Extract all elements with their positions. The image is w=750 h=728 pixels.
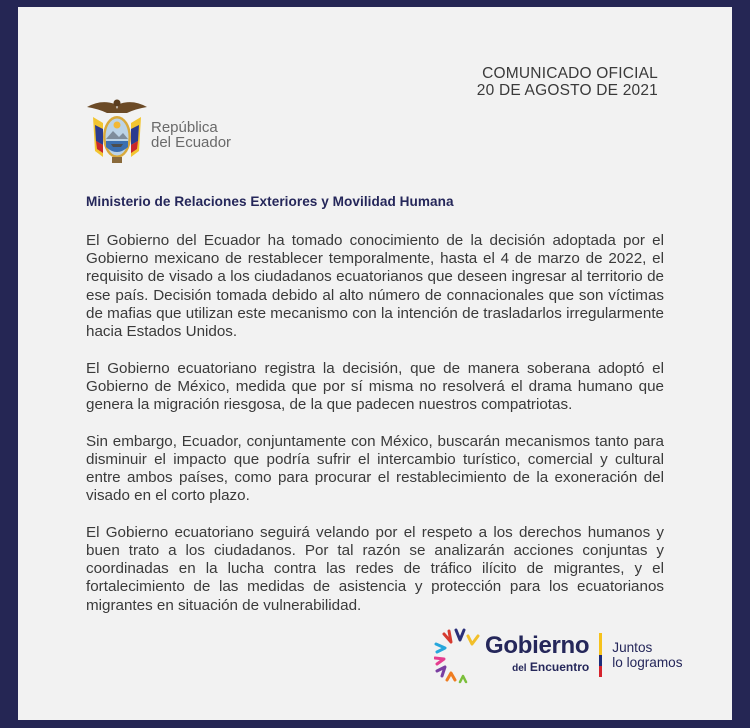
slogan-line2: lo logramos (612, 655, 683, 670)
slogan-line1: Juntos (612, 640, 653, 655)
paragraph-1: El Gobierno del Ecuador ha tomado conocimiento de la decisión adoptada por el Gobierno mexicano de restablecer temporalmente, hasta el 4 de marzo de 2022, el requisito de visado a los ciudadanos ecuatorianos que deseen ingresar al territorio de ese país. Decisión tomada debido al alto número de connacionales que son víctimas de mafias que utilizan este mecanismo con la intención de trasladarlos irregularmente hacia Estados Unidos. (86, 232, 664, 341)
paragraph-3: Sin embargo, Ecuador, conjuntamente con México, buscarán mecanismos tanto para disminuir el impacto que podría sufrir el intercambio turístico, comercial y cultural entre ambos países, como para procurar el restablecimiento de la exoneración del visado en el corto plazo. (86, 432, 664, 505)
gobierno-word: Gobierno (485, 632, 590, 659)
statement-date: 20 DE AGOSTO DE 2021 (476, 82, 658, 99)
encuentro-word: Encuentro (529, 660, 590, 674)
gobierno-del-encuentro-logo (434, 623, 683, 687)
paragraph-2: El Gobierno ecuatoriano registra la decisión, que de manera soberana adoptó el Gobierno de México, medida que por sí misma no resolverá el drama humano que genera la migración riesgosa, de la que padecen nuestros compatriotas. (86, 359, 664, 414)
paragraph-4: El Gobierno ecuatoriano seguirá velando por el respeto a los derechos humanos y buen trato a los ciudadanos. Por tal razón se analizarán acciones conjuntas y coordinadas en la lucha contra las redes de tráfico ilícito de migrantes, y el fortalecimiento de las medidas de asistencia y protección para los ecuatorianos migrantes en situación de vulnerabilidad. (86, 523, 664, 614)
gobierno-wordmark (485, 634, 589, 676)
republica-line1: República (151, 119, 218, 136)
republica-del-ecuador-wordmark (151, 116, 231, 150)
statement-header (477, 65, 658, 99)
statement-type: COMUNICADO OFICIAL (482, 65, 658, 82)
statement-body (86, 232, 664, 633)
slogan (612, 640, 682, 670)
gobierno-del-encuentro-sunburst-icon (434, 626, 484, 684)
ministry-name: Ministerio de Relaciones Exteriores y Movilidad Humana (86, 194, 454, 209)
republica-line2: del Ecuador (151, 134, 232, 151)
del-encuentro-words (485, 660, 589, 676)
republica-del-ecuador-logo (85, 95, 231, 171)
del-word: del (512, 663, 527, 674)
ecuador-coat-of-arms-icon (85, 95, 149, 171)
flag-divider (599, 633, 602, 677)
official-statement-page (18, 7, 732, 720)
